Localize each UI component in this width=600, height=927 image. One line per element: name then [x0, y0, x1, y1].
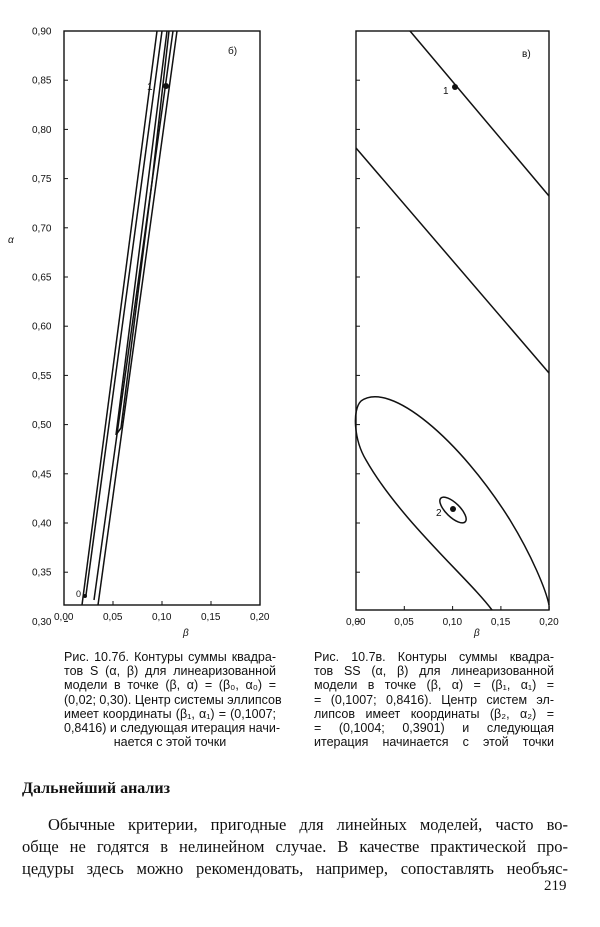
y-tick-label: 0,65 — [32, 272, 52, 284]
figure-b-point-0-label: 0 — [76, 589, 82, 599]
x-tick-label: 0,05 — [103, 612, 123, 623]
figure-v-point-2 — [450, 506, 456, 512]
caption-line: итерация начинается с этой точки — [314, 735, 554, 750]
y-tick-label: 0,40 — [32, 518, 52, 530]
figure-b-point-0 — [83, 594, 87, 598]
body-paragraph — [22, 814, 568, 880]
caption-line: липсов имеет координаты (β₂, α₂) = — [314, 706, 554, 721]
x-tick-label: 0,05 — [394, 617, 414, 628]
caption-line: Рис. 10.7б. Контуры суммы квадра- — [64, 650, 276, 664]
x-tick-label: 0,00 — [54, 612, 74, 623]
figure-b-panel-label: б) — [228, 46, 238, 57]
contour-outer-left — [82, 31, 157, 605]
x-tick-label: 0,20 — [539, 617, 559, 628]
y-tick-label: 0,90 — [32, 26, 52, 38]
x-tick-label: 0,20 — [250, 612, 270, 623]
figure-b — [0, 0, 300, 648]
y-tick-label: 0,35 — [32, 567, 52, 579]
caption-line: = (0,1004; 0,3901) и следующая — [314, 721, 554, 736]
x-tick-label: 0,00 — [346, 617, 366, 628]
caption-line: нается с этой точки — [113, 735, 227, 750]
contour-large-ellipse — [355, 397, 549, 610]
x-tick-label: 0,10 — [442, 617, 463, 628]
caption-line: 0,8416) и следующая итерация начи- — [64, 721, 280, 736]
figure-v-x-axis-label: β — [474, 628, 480, 639]
y-tick-label: 0,60 — [32, 321, 52, 333]
body-line: обще не годятся в нелинейном случае. В качестве практической про- — [22, 837, 568, 856]
y-tick-label: 0,30 — [32, 616, 52, 628]
caption-line: модели в точке (β, α) = (β₁, α₁) = — [314, 678, 554, 693]
caption-line: модели в точке (β, α) = (β₀, α₀) = — [64, 678, 276, 693]
caption-line: тов S (α, β) для линеаризованной — [64, 664, 276, 679]
y-tick-label: 0,80 — [32, 124, 52, 136]
figure-b-point-1-label: 1 — [147, 82, 153, 93]
y-tick-label: 0,75 — [32, 174, 52, 186]
x-tick-label: 0,15 — [490, 617, 511, 628]
figure-v-point-1 — [452, 84, 458, 90]
x-tick-label: 0,10 — [152, 612, 172, 623]
caption-line: = (0,1007; 0,8416). Центр систем эл- — [314, 692, 554, 707]
caption-line: имеет координаты (β₁, α₁) = (0,1007; — [64, 706, 276, 721]
x-tick-label: 0,15 — [201, 612, 221, 623]
y-tick-label: 0,50 — [32, 420, 52, 432]
figure-v-caption — [314, 650, 554, 749]
y-tick-label: 0,55 — [32, 370, 52, 382]
figure-b-caption — [64, 650, 282, 750]
figure-b-point-1 — [163, 83, 169, 89]
figure-b-y-ticks — [32, 27, 68, 628]
figure-v-point-1-label: 1 — [443, 86, 449, 97]
section-heading: Дальнейший анализ — [22, 780, 171, 797]
figure-b-x-axis-label: β — [183, 628, 189, 639]
contour-mid-right — [94, 31, 173, 600]
figure-v-contours — [355, 31, 549, 610]
figure-v-frame — [356, 31, 549, 610]
y-tick-label: 0,85 — [32, 75, 52, 87]
contour-line-middle — [356, 148, 549, 373]
body-line: цедуры здесь можно рекомендовать, например, сопоставлять необъяс- — [22, 859, 568, 878]
y-tick-label: 0,45 — [32, 469, 52, 481]
contour-outer-right — [98, 31, 177, 605]
caption-line: тов SS (α, β) для линеаризованной — [314, 664, 554, 679]
y-tick-label: 0,70 — [32, 223, 52, 235]
figure-v — [300, 0, 600, 648]
figure-v-point-2-label: 2 — [436, 508, 442, 519]
figure-b-contours — [82, 31, 177, 605]
page-number: 219 — [544, 878, 567, 894]
body-line: Обычные критерии, пригодные для линейных моделей, часто во- — [48, 815, 568, 834]
figure-b-y-axis-label: α — [8, 235, 14, 246]
caption-line: (0,02; 0,30). Центр системы эллипсов — [64, 692, 282, 707]
caption-line: Рис. 10.7в. Контуры суммы квадра- — [314, 650, 554, 664]
contour-inner — [116, 31, 169, 435]
contour-mid-left — [86, 31, 162, 595]
figure-v-panel-label: в) — [522, 49, 531, 60]
